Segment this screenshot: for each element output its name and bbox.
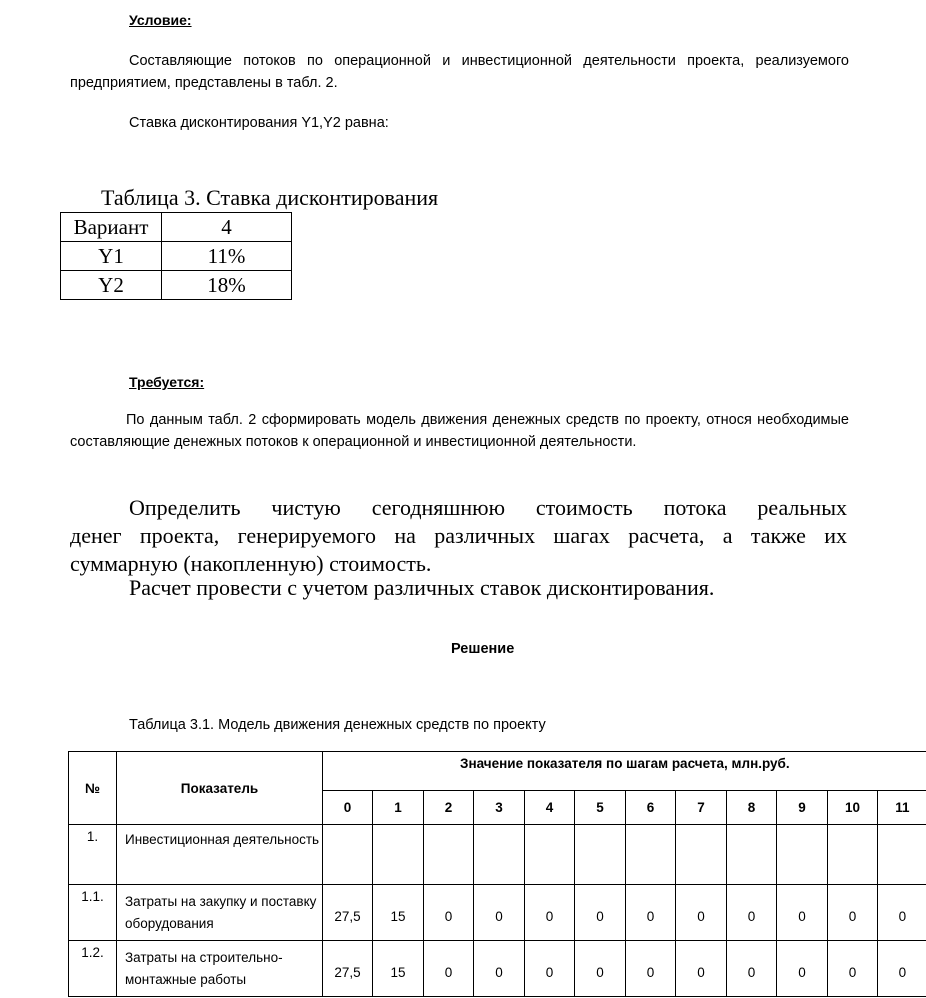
discount-rate-table [60,212,292,300]
table-cell: 0 [878,885,926,941]
step-header: 3 [474,791,525,825]
discount-calc-note: Расчет провести с учетом различных ставок дисконтирования. [129,575,715,600]
table-cell: Y2 [61,271,162,300]
row-indicator: Затраты на строительно-монтажные работы [117,941,323,997]
npv-line-3: суммарную (накопленную) стоимость. [70,551,432,576]
table-row [69,941,926,997]
table-cell: 0 [828,941,878,997]
table-cell: 18% [162,271,292,300]
col-indicator-header: Показатель [117,752,323,825]
table-cell: 0 [474,941,525,997]
npv-line-2: денег проекта, генерируемого на различных шагах расчета, а также их [70,523,847,548]
row-number: 1.2. [69,941,117,997]
condition-paragraph: Составляющие потоков по операционной и инвестиционной деятельности проекта, реализуемого предприятием, представлены в табл. 2. [70,53,849,91]
table-cell: 0 [575,885,626,941]
step-header: 10 [828,791,878,825]
step-header: 7 [676,791,727,825]
table-cell: 0 [727,941,777,997]
step-header: 1 [373,791,424,825]
step-header: 0 [323,791,373,825]
cash-flow-table [68,751,926,997]
table-cell [727,825,777,885]
step-header: 5 [575,791,626,825]
table-row [69,885,926,941]
table-cell: 0 [626,941,676,997]
table-cell: 0 [777,941,828,997]
step-header: 2 [424,791,474,825]
table-cell [626,825,676,885]
solution-heading: Решение [451,641,515,657]
row-indicator: Инвестиционная деятельность [117,825,323,885]
condition-heading: Условие: [129,12,192,28]
npv-paragraph [70,494,847,578]
table-cell: 0 [676,941,727,997]
required-heading: Требуется: [129,374,205,390]
table-cell [828,825,878,885]
table-row [61,271,292,300]
table-cell [474,825,525,885]
table-cell: 0 [626,885,676,941]
table-cell: 0 [878,941,926,997]
table-cell: 27,5 [323,941,373,997]
table-cell: 27,5 [323,885,373,941]
table-cell [424,825,474,885]
table-cell: 0 [727,885,777,941]
table-cell: 0 [474,885,525,941]
table-row [61,242,292,271]
table31-caption: Таблица 3.1. Модель движения денежных средств по проекту [129,717,546,733]
step-header: 6 [626,791,676,825]
discount-rate-text: Ставка дисконтирования Y1,Y2 равна: [129,115,389,131]
table-cell: 0 [777,885,828,941]
table-row [69,825,926,885]
table-cell: 0 [525,885,575,941]
table-cell: 0 [424,885,474,941]
row-number: 1. [69,825,117,885]
table-cell: 0 [828,885,878,941]
row-indicator: Затраты на закупку и поставку оборудования [117,885,323,941]
table-cell: 0 [525,941,575,997]
step-header: 9 [777,791,828,825]
table-row [61,213,292,242]
table-cell [777,825,828,885]
table-cell [525,825,575,885]
table-cell [676,825,727,885]
table-cell [878,825,926,885]
table-cell: 11% [162,242,292,271]
table-cell: 15 [373,941,424,997]
row-number: 1.1. [69,885,117,941]
col-values-header: Значение показателя по шагам расчета, млн.руб. [323,752,926,791]
table-cell: 15 [373,885,424,941]
table-cell: 0 [575,941,626,997]
table-cell: 4 [162,213,292,242]
table-cell [575,825,626,885]
col-number-header: № [69,752,117,825]
table-header-row [69,752,926,791]
table-cell [373,825,424,885]
table-cell: Вариант [61,213,162,242]
required-paragraph: По данным табл. 2 сформировать модель движения денежных средств по проекту, относя необходимые составляющие денежных потоков к операционной и инвестиционной деятельности. [70,412,849,450]
table-cell: 0 [676,885,727,941]
npv-line-1: Определить чистую сегодняшнюю стоимость потока реальных [129,495,847,520]
table-cell [323,825,373,885]
step-header: 4 [525,791,575,825]
step-header: 8 [727,791,777,825]
table-cell: Y1 [61,242,162,271]
table-cell: 0 [424,941,474,997]
table3-caption: Таблица 3. Ставка дисконтирования [101,185,439,210]
step-header: 11 [878,791,926,825]
